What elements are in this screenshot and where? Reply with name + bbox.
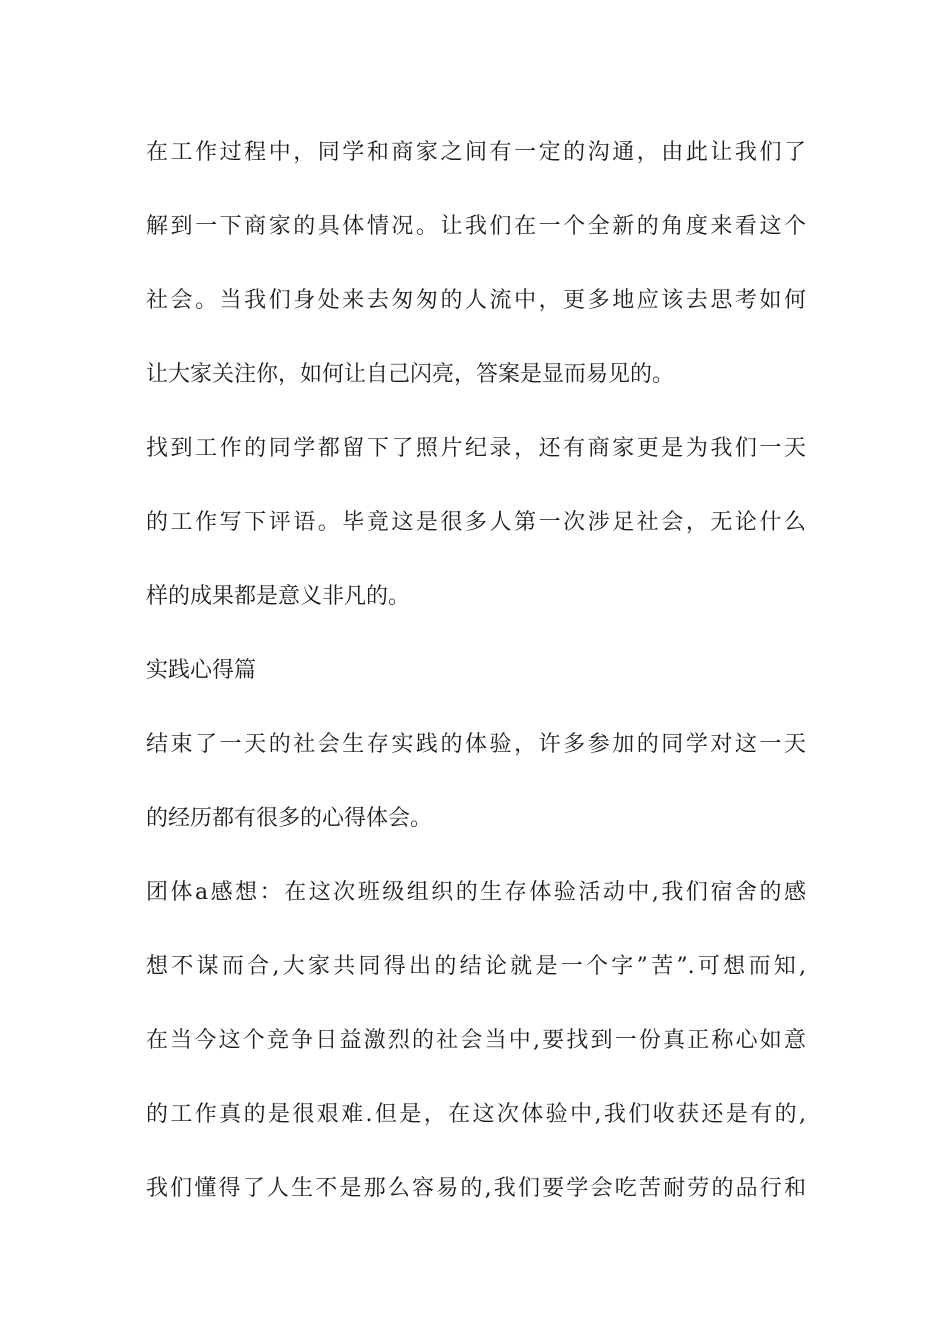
- section-heading: 实践心得篇: [146, 658, 257, 683]
- text-line: 我们懂得了人生不是那么容易的,我们要学会吃苦耐劳的品行和: [146, 1176, 806, 1201]
- text-line: 想不谋而合,大家共同得出的结论就是一个字”苦”.可想而知,: [146, 954, 806, 979]
- text-line: 解到一下商家的具体情况。让我们在一个全新的角度来看这个: [146, 214, 806, 239]
- text-line: 的工作真的是很艰难.但是，在这次体验中,我们收获还是有的,: [146, 1102, 806, 1127]
- text-line: 找到工作的同学都留下了照片纪录，还有商家更是为我们一天: [146, 436, 806, 461]
- text-line: 社会。当我们身处来去匆匆的人流中，更多地应该去思考如何: [146, 288, 806, 313]
- text-line: 结束了一天的社会生存实践的体验，许多参加的同学对这一天: [146, 732, 806, 757]
- text-line: 样的成果都是意义非凡的。: [146, 584, 411, 609]
- text-line: 的经历都有很多的心得体会。: [146, 806, 433, 831]
- text-line: 让大家关注你，如何让自己闪亮，答案是显而易见的。: [146, 362, 675, 387]
- text-line: 团体a感想：在这次班级组织的生存体验活动中,我们宿舍的感: [146, 880, 806, 905]
- text-line: 的工作写下评语。毕竟这是很多人第一次涉足社会，无论什么: [146, 510, 806, 535]
- text-line: 在工作过程中，同学和商家之间有一定的沟通，由此让我们了: [146, 140, 806, 165]
- text-line: 在当今这个竞争日益激烈的社会当中,要找到一份真正称心如意: [146, 1028, 806, 1053]
